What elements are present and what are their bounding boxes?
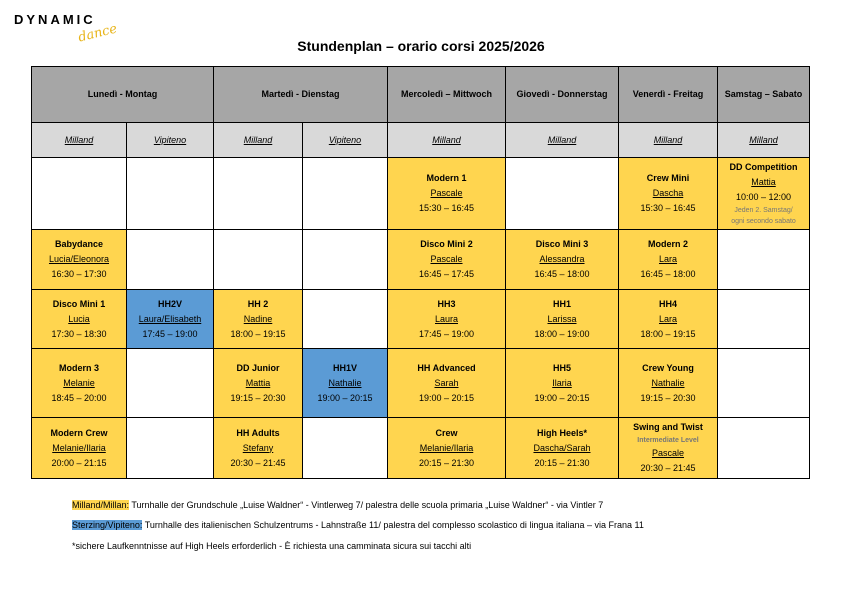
empty-cell — [718, 290, 810, 349]
legend-sterzing — [72, 520, 644, 530]
class-time: 19:00 – 20:15 — [418, 392, 475, 403]
class-cell — [388, 349, 506, 418]
class-time: 18:45 – 20:00 — [51, 392, 107, 403]
empty-cell — [214, 230, 303, 290]
legend-milland-label: Milland/Millan: — [72, 500, 130, 510]
class-name: Modern 3 — [58, 362, 99, 373]
empty-cell — [214, 158, 303, 230]
empty-cell — [32, 158, 127, 230]
class-name: Crew — [435, 427, 458, 438]
class-cell — [506, 349, 619, 418]
trainer-name: Lucia — [68, 313, 90, 324]
class-name: HH2V — [157, 298, 182, 309]
legend-sterzing-text: Turnhalle des italienischen Schulzentrums - Lahnstraße 11/ palestra del complesso scolastico di lingua italiana – via Frana 11 — [142, 520, 644, 530]
day-header: Samstag – Sabato — [718, 67, 810, 123]
day-header: Mercoledì – Mittwoch — [388, 67, 506, 123]
class-cell — [619, 158, 718, 230]
trainer-name: Laura — [434, 313, 459, 324]
class-name: Crew Young — [642, 362, 694, 373]
page-title: Stundenplan – orario corsi 2025/2026 — [297, 38, 545, 54]
class-cell — [32, 230, 127, 290]
class-name: HH Adults — [236, 427, 280, 438]
trainer-name: Nathalie — [328, 377, 362, 388]
class-time: 15:30 – 16:45 — [418, 203, 475, 213]
class-name: Disco Mini 2 — [420, 239, 473, 249]
location-header: Milland — [506, 123, 619, 158]
empty-cell — [303, 158, 388, 230]
class-name: Modern Crew — [50, 427, 108, 438]
class-time: 10:00 – 12:00 — [735, 192, 792, 202]
class-cell — [388, 158, 506, 230]
class-time: 18:00 – 19:15 — [640, 328, 696, 339]
class-time: 20:30 – 21:45 — [640, 463, 696, 473]
class-cell — [718, 158, 810, 230]
day-header: Venerdì - Freitag — [619, 67, 718, 123]
trainer-name: Nadine — [243, 313, 273, 324]
class-time: 19:00 – 20:15 — [317, 392, 373, 403]
empty-cell — [718, 230, 810, 290]
empty-cell — [303, 290, 388, 349]
class-name: HH3 — [437, 298, 456, 309]
time-row — [32, 290, 810, 349]
time-row — [32, 230, 810, 290]
class-time: 16:45 – 17:45 — [418, 269, 475, 279]
location-header: Milland — [718, 123, 810, 158]
class-note: ogni secondo sabato — [731, 218, 796, 225]
class-cell — [506, 290, 619, 349]
class-cell — [32, 418, 127, 479]
class-note: Jeden 2. Samstag/ — [734, 207, 793, 214]
trainer-name: Pascale — [651, 448, 685, 458]
class-time: 20:30 – 21:45 — [230, 457, 286, 468]
location-header: Vipiteno — [127, 123, 214, 158]
trainer-name: Lara — [658, 254, 677, 264]
schedule-table — [31, 66, 810, 479]
class-time: 17:45 – 19:00 — [142, 328, 198, 339]
empty-cell — [127, 230, 214, 290]
trainer-name: Dascha — [652, 188, 684, 198]
class-name: DD Competition — [729, 162, 798, 172]
class-cell — [214, 290, 303, 349]
location-header-row — [32, 123, 810, 158]
legend-milland — [72, 500, 603, 510]
trainer-name: Nathalie — [651, 377, 685, 388]
legend-milland-text: Turnhalle der Grundschule „Luise Waldner“ - Vintlerweg 7/ palestra delle scuola primaria „Luise Waldner“ - via Vintler 7 — [129, 500, 604, 510]
class-cell — [127, 290, 214, 349]
class-level: Intermediate Level — [637, 437, 699, 444]
class-time: 19:15 – 20:30 — [640, 392, 696, 403]
class-time: 19:15 – 20:30 — [230, 392, 286, 403]
empty-cell — [303, 418, 388, 479]
trainer-name: Alessandra — [539, 254, 585, 264]
class-name: Crew Mini — [646, 173, 690, 183]
location-header: Milland — [388, 123, 506, 158]
class-name: HH Advanced — [417, 362, 476, 373]
trainer-name: Stefany — [242, 442, 274, 453]
empty-cell — [718, 418, 810, 479]
trainer-name: Laura/Elisabeth — [138, 313, 202, 324]
class-cell — [388, 418, 506, 479]
class-cell — [619, 290, 718, 349]
class-name: HH5 — [552, 362, 571, 373]
class-time: 19:00 – 20:15 — [534, 392, 590, 403]
class-name: DD Junior — [236, 362, 280, 373]
empty-cell — [127, 349, 214, 418]
day-header-row — [32, 67, 810, 123]
trainer-name: Melanie/Ilaria — [52, 442, 106, 453]
class-time: 17:30 – 18:30 — [51, 328, 107, 339]
class-cell — [388, 290, 506, 349]
location-header: Milland — [214, 123, 303, 158]
class-cell — [388, 230, 506, 290]
class-name: Disco Mini 3 — [535, 239, 589, 249]
empty-cell — [303, 230, 388, 290]
footnote: *sichere Laufkenntnisse auf High Heels erforderlich - È richiesta una camminata sicura sui tacchi alti — [72, 541, 472, 551]
class-time: 20:00 – 21:15 — [51, 457, 107, 468]
class-cell — [32, 349, 127, 418]
class-time: 18:00 – 19:15 — [230, 328, 286, 339]
class-name: High Heels* — [536, 427, 587, 438]
trainer-name: Melanie/Ilaria — [419, 442, 474, 453]
class-time: 17:45 – 19:00 — [418, 328, 475, 339]
trainer-name: Lucia/Eleonora — [48, 254, 110, 264]
class-name: Disco Mini 1 — [52, 298, 106, 309]
class-time: 16:45 – 18:00 — [640, 269, 696, 279]
class-time: 20:15 – 21:30 — [418, 457, 475, 468]
trainer-name: Pascale — [430, 254, 463, 264]
class-time: 16:45 – 18:00 — [534, 269, 590, 279]
empty-cell — [127, 418, 214, 479]
class-time: 16:30 – 17:30 — [51, 269, 107, 279]
location-header: Vipiteno — [303, 123, 388, 158]
class-cell — [506, 418, 619, 479]
trainer-name: Larissa — [547, 313, 577, 324]
trainer-name: Melanie — [63, 377, 95, 388]
class-cell — [619, 230, 718, 290]
class-cell — [506, 230, 619, 290]
logo-wordmark: DYNAMIC — [14, 12, 96, 27]
class-name: HH 2 — [247, 298, 269, 309]
logo-script: dance — [76, 21, 119, 46]
class-cell — [619, 349, 718, 418]
class-cell — [214, 349, 303, 418]
day-header: Lunedì - Montag — [32, 67, 214, 123]
trainer-name: Mattia — [245, 377, 271, 388]
class-cell — [303, 349, 388, 418]
class-name: HH1 — [552, 298, 571, 309]
class-cell — [32, 290, 127, 349]
class-time: 18:00 – 19:00 — [534, 328, 590, 339]
time-row — [32, 418, 810, 479]
empty-cell — [506, 158, 619, 230]
class-name: Modern 2 — [647, 239, 688, 249]
time-row — [32, 349, 810, 418]
class-cell — [619, 418, 718, 479]
trainer-name: Ilaria — [552, 377, 572, 388]
class-time: 20:15 – 21:30 — [534, 457, 590, 468]
day-header: Giovedì - Donnerstag — [506, 67, 619, 123]
trainer-name: Pascale — [430, 188, 463, 198]
class-name: Babydance — [54, 239, 104, 249]
trainer-name: Dascha/Sarah — [533, 442, 591, 453]
trainer-name: Sarah — [434, 377, 459, 388]
class-cell — [214, 418, 303, 479]
class-name: Modern 1 — [426, 173, 467, 183]
class-time: 15:30 – 16:45 — [640, 203, 696, 213]
time-row — [32, 158, 810, 230]
trainer-name: Mattia — [751, 177, 776, 187]
empty-cell — [127, 158, 214, 230]
class-name: HH4 — [658, 298, 677, 309]
trainer-name: Lara — [658, 313, 677, 324]
empty-cell — [718, 349, 810, 418]
location-header: Milland — [619, 123, 718, 158]
day-header: Martedì - Dienstag — [214, 67, 388, 123]
class-name: Swing and Twist — [633, 422, 703, 432]
legend-sterzing-label: Sterzing/Vipiteno: — [72, 520, 143, 530]
location-header: Milland — [32, 123, 127, 158]
class-name: HH1V — [332, 362, 357, 373]
